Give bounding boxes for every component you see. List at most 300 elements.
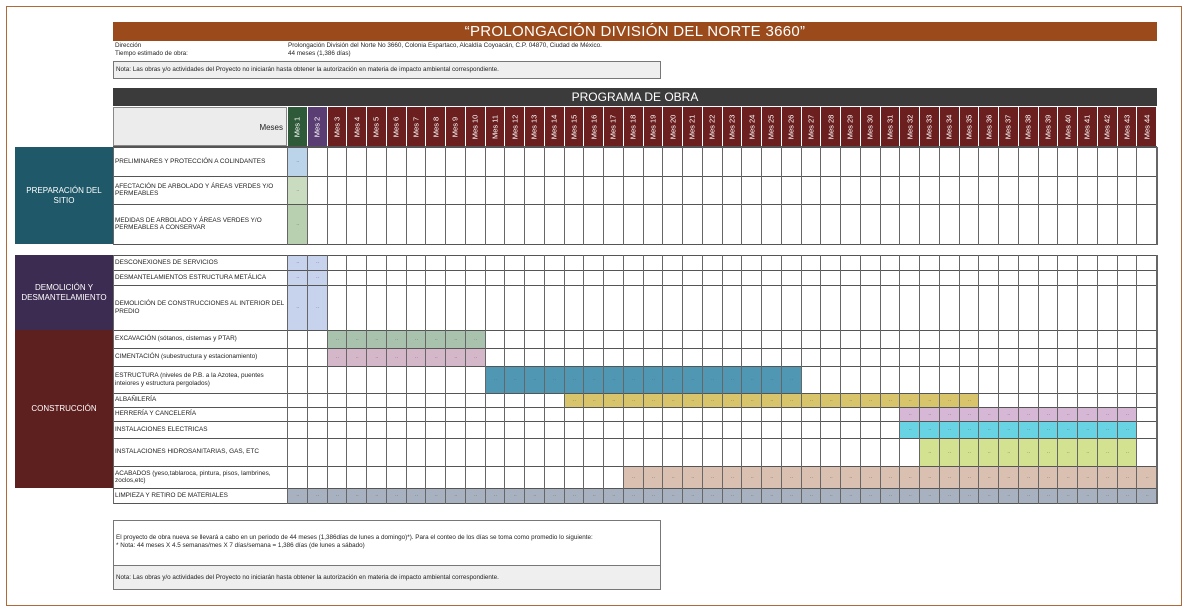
bar-tick: ·· <box>612 377 616 383</box>
grid-line <box>623 330 624 504</box>
month-header-label: Mes 16 <box>589 114 599 139</box>
month-header-label: Mes 31 <box>885 114 895 139</box>
bar-tick: ·· <box>947 427 952 433</box>
grid-line <box>1136 255 1137 331</box>
month-header-19 <box>643 107 663 146</box>
grid-line <box>860 147 861 245</box>
grid-line <box>544 147 545 245</box>
bar-tick: ·· <box>671 474 675 481</box>
month-header-40 <box>1057 107 1077 146</box>
bar-tick: ·· <box>888 493 893 499</box>
grid-line <box>919 255 920 331</box>
gantt-bar <box>288 177 307 204</box>
grid-line <box>959 147 960 245</box>
grid-line <box>1038 330 1039 504</box>
bar-tick: ·· <box>789 377 794 383</box>
month-header-label: Mes 6 <box>391 116 401 137</box>
bar-tick: ·· <box>533 493 537 499</box>
month-header-2 <box>307 107 327 146</box>
bar-tick: ·· <box>967 493 972 499</box>
bar-tick: ·· <box>335 336 340 343</box>
grid-line <box>327 255 328 331</box>
month-header-label: Mes 40 <box>1063 114 1073 139</box>
grid-line <box>113 147 1157 148</box>
grid-line <box>583 147 584 245</box>
bar-tick: ·· <box>572 493 577 499</box>
grid-line <box>307 147 308 245</box>
bar-tick: ·· <box>592 377 596 383</box>
bar-tick: ·· <box>1105 427 1110 433</box>
bar-tick: ·· <box>651 493 656 499</box>
bar-tick: ·· <box>513 493 517 499</box>
activity-label: HERRERÍA Y CANCELERÍA <box>115 410 197 418</box>
bar-tick: ·· <box>789 474 794 481</box>
grid-line <box>1097 147 1098 245</box>
grid-line <box>840 147 841 245</box>
month-header-41 <box>1077 107 1097 146</box>
grid-line <box>860 255 861 331</box>
bar-tick: ·· <box>730 397 735 404</box>
grid-line <box>682 255 683 331</box>
grid-line <box>386 255 387 331</box>
bar-tick: ·· <box>987 493 991 499</box>
grid-line <box>524 330 525 504</box>
grid-line <box>113 285 1157 286</box>
grid-line <box>761 330 762 504</box>
bar-tick: ·· <box>770 493 774 499</box>
grid-line <box>1097 330 1098 504</box>
grid-line <box>113 330 1157 331</box>
grid-line <box>1077 330 1078 504</box>
grid-line <box>998 255 999 331</box>
grid-line <box>485 255 486 331</box>
month-header-label: Mes 29 <box>845 114 855 139</box>
month-header-label: Mes 4 <box>352 116 362 137</box>
grid-line <box>603 255 604 331</box>
bar-tick: ·· <box>315 493 320 499</box>
bar-tick: ·· <box>1066 427 1070 433</box>
bar-tick: ·· <box>1046 493 1051 499</box>
month-header-label: Mes 43 <box>1122 114 1132 139</box>
grid-line <box>504 255 505 331</box>
bar-tick: ·· <box>355 354 359 361</box>
grid-line <box>465 255 466 331</box>
direccion-label: Dirección <box>115 42 142 49</box>
bar-tick: ·· <box>1026 493 1031 499</box>
bar-tick: ·· <box>730 377 735 383</box>
grid-line <box>702 255 703 331</box>
month-header-11 <box>485 107 505 146</box>
bar-tick: ·· <box>1066 493 1070 499</box>
footer-box <box>113 520 661 590</box>
bar-tick: ·· <box>1007 493 1011 499</box>
bar-tick: ·· <box>1105 474 1110 481</box>
month-header-3 <box>327 107 347 146</box>
bar-tick: ·· <box>1026 411 1031 418</box>
month-header-label: Mes 11 <box>490 114 500 139</box>
grid-line <box>919 330 920 504</box>
grid-line <box>722 147 723 245</box>
month-header-13 <box>524 107 544 146</box>
grid-line <box>1136 147 1137 245</box>
bar-tick: ·· <box>315 305 320 311</box>
bar-tick: ·· <box>1066 449 1070 456</box>
month-header-label: Mes 26 <box>786 114 796 139</box>
bar-tick: ·· <box>335 354 340 361</box>
month-header-label: Mes 35 <box>964 114 974 139</box>
grid-line <box>485 330 486 504</box>
grid-line <box>998 330 999 504</box>
grid-line <box>544 255 545 331</box>
month-header-label: Mes 22 <box>707 114 717 139</box>
bar-tick: ·· <box>414 354 419 361</box>
grid-line <box>840 255 841 331</box>
grid-line <box>1057 147 1058 245</box>
bar-tick: ·· <box>434 354 438 361</box>
month-header-label: Mes 44 <box>1142 114 1152 139</box>
phase-2: DEMOLICIÓN Y DESMANTELAMIENTO <box>15 255 113 330</box>
bar-tick: ·· <box>296 275 300 281</box>
bar-tick: ·· <box>947 411 952 418</box>
bar-tick: ·· <box>414 336 419 343</box>
month-header-1 <box>287 107 307 146</box>
grid-line <box>998 147 999 245</box>
grid-line <box>880 147 881 245</box>
grid-line <box>801 330 802 504</box>
grid-line <box>840 330 841 504</box>
bar-tick: ·· <box>829 474 833 481</box>
month-header-label: Mes 8 <box>431 116 441 137</box>
grid-line <box>504 147 505 245</box>
bar-tick: ·· <box>967 427 972 433</box>
bar-tick: ·· <box>651 377 656 383</box>
bar-tick: ·· <box>868 474 873 481</box>
grid-line <box>899 255 900 331</box>
bar-tick: ·· <box>394 493 399 499</box>
month-header-27 <box>801 107 821 146</box>
bar-tick: ·· <box>750 474 754 481</box>
bar-tick: ·· <box>296 221 300 228</box>
bar-tick: ·· <box>750 397 754 404</box>
grid-line <box>662 255 663 331</box>
grid-line <box>113 488 1157 489</box>
month-header-label: Mes 17 <box>608 114 618 139</box>
grid-line <box>113 176 1157 177</box>
activity-label: EXCAVACIÓN (sótanos, cisternas y PTAR) <box>115 335 237 343</box>
grid-line <box>1157 255 1158 331</box>
bar-tick: ·· <box>631 377 636 383</box>
bar-tick: ·· <box>1145 474 1149 481</box>
month-header-label: Mes 25 <box>766 114 776 139</box>
month-header-6 <box>386 107 406 146</box>
phase-1: PREPARACIÓN DEL SITIO <box>15 147 113 244</box>
activity-label: MEDIDAS DE ARBOLADO Y ÁREAS VERDES Y/O PERMEABLES A CONSERVAR <box>115 216 262 231</box>
bar-tick: ·· <box>612 397 616 404</box>
grid-line <box>307 330 308 504</box>
bar-tick: ·· <box>1105 411 1110 418</box>
bar-tick: ·· <box>849 474 853 481</box>
bar-tick: ·· <box>809 474 814 481</box>
grid-line <box>1077 255 1078 331</box>
bar-tick: ·· <box>315 260 320 266</box>
month-header-label: Mes 5 <box>371 116 381 137</box>
tiempo-value: 44 meses (1,386 días) <box>288 50 351 57</box>
bar-tick: ·· <box>434 493 438 499</box>
month-header-label: Mes 33 <box>924 114 934 139</box>
grid-line <box>801 147 802 245</box>
grid-line <box>113 366 1157 367</box>
grid-line <box>978 147 979 245</box>
note-top: Nota: Las obras y/o actividades del Proyecto no iniciarán hasta obtener la autorización en materia de impacto ambiental correspondiente. <box>113 61 661 79</box>
bar-tick: ·· <box>928 493 932 499</box>
grid-line <box>1136 330 1137 504</box>
bar-tick: ·· <box>1125 474 1130 481</box>
bar-tick: ·· <box>888 474 893 481</box>
grid-line <box>327 147 328 245</box>
bar-tick: ·· <box>355 336 359 343</box>
bar-tick: ·· <box>829 493 833 499</box>
activity-label: PRELIMINARES Y PROTECCIÓN A COLINDANTES <box>115 157 266 165</box>
bar-tick: ·· <box>552 493 557 499</box>
month-header-label: Mes 37 <box>1003 114 1013 139</box>
bar-tick: ·· <box>454 354 458 361</box>
bar-tick: ·· <box>493 377 498 383</box>
bar-tick: ·· <box>296 187 300 194</box>
phase-3: CONSTRUCCIÓN <box>15 330 113 488</box>
month-header-label: Mes 34 <box>944 114 954 139</box>
month-header-21 <box>682 107 702 146</box>
bar-tick: ·· <box>473 354 478 361</box>
grid-line <box>113 330 114 504</box>
bar-tick: ·· <box>473 336 478 343</box>
month-header-17 <box>603 107 623 146</box>
grid-line <box>820 330 821 504</box>
gantt-bar <box>288 148 307 176</box>
bar-tick: ·· <box>1125 411 1130 418</box>
month-header-label: Mes 42 <box>1102 114 1112 139</box>
month-header-28 <box>820 107 840 146</box>
bar-tick: ·· <box>394 354 399 361</box>
grid-line <box>702 330 703 504</box>
grid-line <box>741 255 742 331</box>
month-header-15 <box>564 107 584 146</box>
month-header-43 <box>1117 107 1137 146</box>
grid-line <box>761 255 762 331</box>
bar-tick: ·· <box>1007 474 1011 481</box>
grid-line <box>978 330 979 504</box>
month-header-label: Mes 10 <box>470 114 480 139</box>
bar-tick: ·· <box>1086 493 1090 499</box>
bar-tick: ·· <box>947 449 952 456</box>
bar-tick: ·· <box>691 493 695 499</box>
bar-tick: ·· <box>296 305 300 311</box>
grid-line <box>1117 255 1118 331</box>
grid-line <box>1038 147 1039 245</box>
month-header-9 <box>445 107 465 146</box>
grid-line <box>346 255 347 331</box>
month-header-label: Mes 7 <box>411 116 421 137</box>
bar-tick: ·· <box>691 377 695 383</box>
month-header-30 <box>860 107 880 146</box>
bar-tick: ·· <box>947 474 952 481</box>
grid-line <box>1157 147 1158 245</box>
grid-line <box>564 330 565 504</box>
grid-line <box>801 255 802 331</box>
grid-line <box>781 255 782 331</box>
bar-tick: ·· <box>868 397 873 404</box>
bar-tick: ·· <box>513 377 517 383</box>
grid-line <box>113 466 1157 467</box>
month-header-34 <box>939 107 959 146</box>
grid-line <box>939 330 940 504</box>
bar-tick: ·· <box>928 427 932 433</box>
grid-line <box>662 330 663 504</box>
bar-tick: ·· <box>928 474 932 481</box>
grid-line <box>406 255 407 331</box>
grid-line <box>781 330 782 504</box>
grid-line <box>287 330 288 504</box>
grid-line <box>346 147 347 245</box>
grid-line <box>307 255 308 331</box>
month-header-14 <box>544 107 564 146</box>
month-header-16 <box>583 107 603 146</box>
month-header-label: Mes 12 <box>510 114 520 139</box>
bar-tick: ·· <box>671 493 675 499</box>
bar-tick: ·· <box>908 397 912 404</box>
month-header-label: Mes 28 <box>826 114 836 139</box>
grid-line <box>682 147 683 245</box>
bar-tick: ·· <box>1066 474 1070 481</box>
bar-tick: ·· <box>394 336 399 343</box>
month-header-label: Mes 2 <box>312 116 322 137</box>
grid-line <box>113 204 1157 205</box>
grid-line <box>564 147 565 245</box>
bar-tick: ·· <box>987 427 991 433</box>
bar-tick: ·· <box>1026 474 1031 481</box>
footer-note: Nota: Las obras y/o actividades del Proyecto no iniciarán hasta obtener la autorización en materia de impacto ambiental correspondiente. <box>114 565 660 589</box>
bar-tick: ·· <box>335 493 340 499</box>
month-header-25 <box>761 107 781 146</box>
grid-line <box>113 146 1157 147</box>
bar-tick: ·· <box>1066 411 1070 418</box>
month-header-label: Mes 1 <box>292 116 302 137</box>
grid-line <box>959 330 960 504</box>
grid-line <box>978 255 979 331</box>
bar-tick: ·· <box>473 493 478 499</box>
bar-tick: ·· <box>987 411 991 418</box>
grid-line <box>113 393 1157 394</box>
month-header-10 <box>465 107 485 146</box>
bar-tick: ·· <box>592 397 596 404</box>
bar-tick: ·· <box>750 493 754 499</box>
month-header-label: Mes 41 <box>1082 114 1092 139</box>
month-header-32 <box>899 107 919 146</box>
bar-tick: ·· <box>770 397 774 404</box>
grid-line <box>406 147 407 245</box>
bar-tick: ·· <box>1105 449 1110 456</box>
grid-line <box>781 147 782 245</box>
month-header-label: Mes 14 <box>549 114 559 139</box>
bar-tick: ·· <box>375 336 379 343</box>
bar-tick: ·· <box>967 397 972 404</box>
grid-line <box>386 330 387 504</box>
grid-line <box>544 330 545 504</box>
bar-tick: ·· <box>296 493 300 499</box>
grid-line <box>702 147 703 245</box>
bar-tick: ·· <box>868 493 873 499</box>
bar-tick: ·· <box>908 474 912 481</box>
grid-line <box>741 147 742 245</box>
month-header-label: Mes 21 <box>687 114 697 139</box>
grid-line <box>1097 255 1098 331</box>
month-header-label: Mes 23 <box>727 114 737 139</box>
months-label: Meses <box>113 107 287 146</box>
month-header-39 <box>1038 107 1058 146</box>
bar-tick: ·· <box>434 336 438 343</box>
month-header-5 <box>366 107 386 146</box>
month-header-20 <box>662 107 682 146</box>
bar-tick: ·· <box>928 397 932 404</box>
bar-tick: ·· <box>710 377 715 383</box>
bar-tick: ·· <box>1125 427 1130 433</box>
bar-tick: ·· <box>533 377 537 383</box>
grid-line <box>113 348 1157 349</box>
grid-line <box>1057 255 1058 331</box>
bar-tick: ·· <box>1086 474 1090 481</box>
grid-line <box>366 255 367 331</box>
bar-tick: ·· <box>493 493 498 499</box>
activity-label: CIMENTACIÓN (subestructura y estacionamiento) <box>115 353 258 361</box>
bar-tick: ·· <box>612 493 616 499</box>
bar-tick: ·· <box>1086 427 1090 433</box>
grid-line <box>623 255 624 331</box>
bar-tick: ·· <box>928 449 932 456</box>
tiempo-label: Tiempo estimado de obra: <box>115 50 188 57</box>
grid-line <box>662 147 663 245</box>
grid-line <box>761 147 762 245</box>
bar-tick: ·· <box>296 159 300 165</box>
bar-tick: ·· <box>1046 427 1051 433</box>
bar-tick: ·· <box>947 493 952 499</box>
month-header-22 <box>702 107 722 146</box>
gantt-bar <box>288 205 307 244</box>
month-header-4 <box>346 107 366 146</box>
month-header-38 <box>1018 107 1038 146</box>
month-header-35 <box>959 107 979 146</box>
grid-line <box>820 255 821 331</box>
gantt-bar <box>920 439 1136 466</box>
month-header-33 <box>919 107 939 146</box>
month-header-label: Mes 27 <box>806 114 816 139</box>
grid-line <box>445 147 446 245</box>
grid-line <box>1117 147 1118 245</box>
bar-tick: ·· <box>631 493 636 499</box>
grid-line <box>643 330 644 504</box>
bar-tick: ·· <box>1026 427 1031 433</box>
bar-tick: ·· <box>908 411 912 418</box>
bar-tick: ·· <box>671 397 675 404</box>
month-header-label: Mes 20 <box>668 114 678 139</box>
grid-line <box>113 255 114 331</box>
activity-label: LIMPIEZA Y RETIRO DE MATERIALES <box>115 491 228 499</box>
grid-line <box>386 147 387 245</box>
grid-line <box>287 255 288 331</box>
month-header-31 <box>880 107 900 146</box>
activity-label: INSTALACIONES HIDROSANITARIAS, GAS, ETC <box>115 448 259 456</box>
bar-tick: ·· <box>651 397 656 404</box>
bar-tick: ·· <box>750 377 754 383</box>
grid-line <box>880 255 881 331</box>
